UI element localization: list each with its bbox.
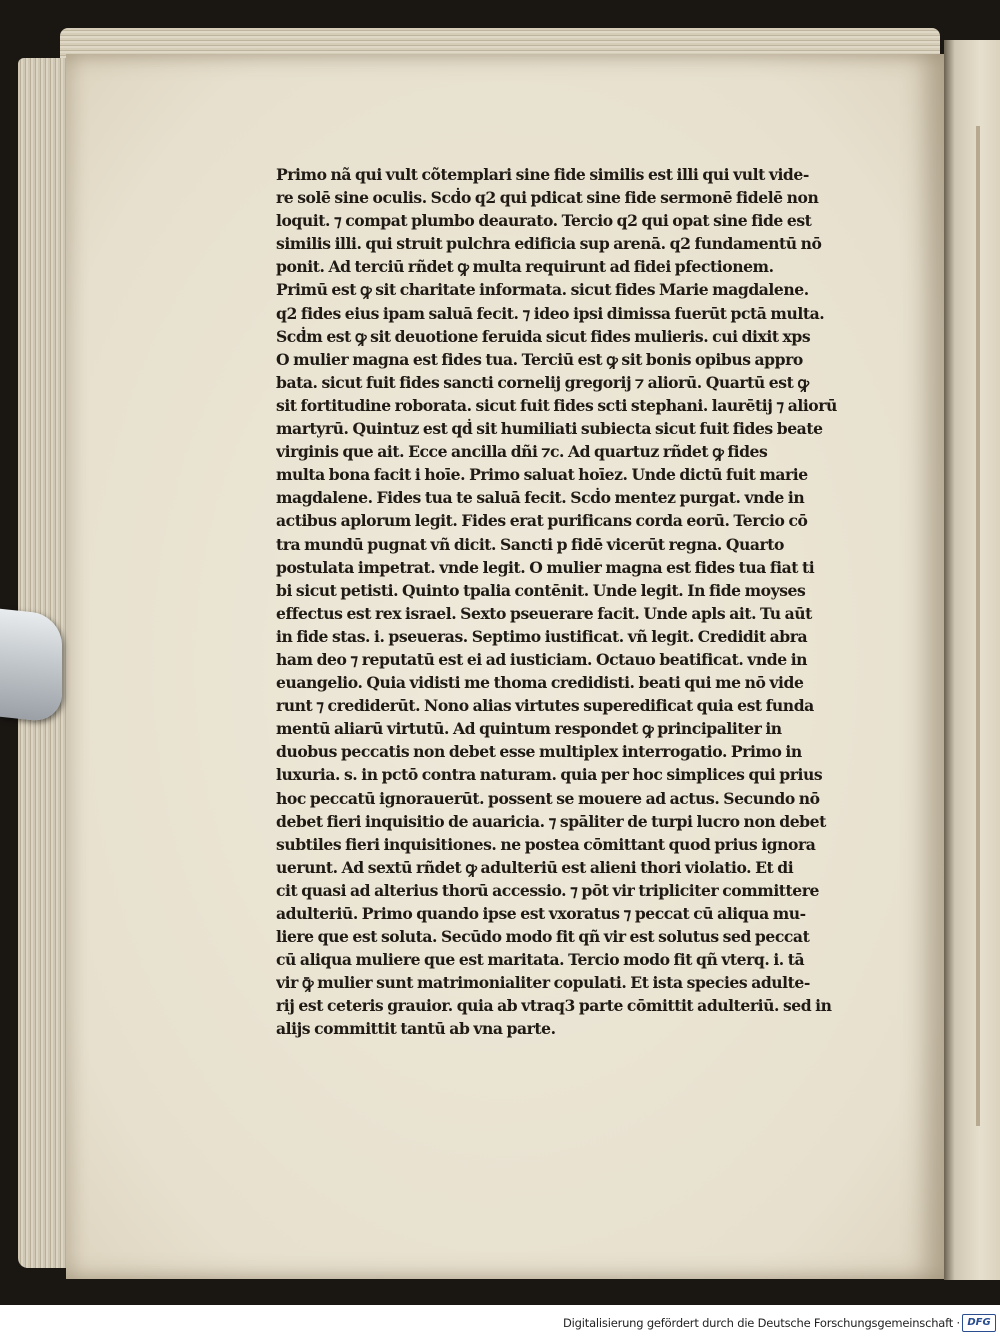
text-line: bata. sicut fuit fides sancti cornelij gregorij ⁊ aliorū. Quartū est ꝙ: [276, 372, 809, 392]
text-line: bi sicut petisti. Quinto tpalia contēnit. Unde legit. In fide moyses: [276, 580, 806, 600]
text-line: Scḋm est ꝙ sit deuotione feruida sicut fides mulieris. cui dixit xps: [276, 326, 811, 346]
text-line: cū aliqua muliere que est maritata. Tercio modo fit qñ vterq. i. tā: [276, 950, 805, 970]
text-line: luxuria. s. in pctō contra naturam. quia per hoc simplices qui prius: [276, 765, 823, 785]
text-line: effectus est rex israel. Sexto pseuerare facit. Unde apls ait. Tu aūt: [276, 603, 812, 623]
text-line: hoc peccatū ignorauerūt. possent se mouere ad actus. Secundo nō: [276, 788, 820, 808]
text-line: postulata impetrat. vnde legit. O mulier magna est fides tua fiat ti: [276, 557, 815, 577]
text-line: liere que est soluta. Secūdo modo fit qñ vir est solutus sed peccat: [276, 927, 810, 947]
text-line: adulteriū. Primo quando ipse est vxoratus ⁊ peccat cū aliqua mu-: [276, 904, 806, 923]
text-line: q2 fides eius ipam saluā fecit. ⁊ ideo ipsi dimissa fuerūt pctā multa.: [276, 303, 825, 323]
dfg-logo: DFG: [962, 1314, 996, 1332]
text-line: sit fortitudine roborata. sicut fuit fides scti stephani. laurētij ⁊ aliorū: [276, 395, 837, 415]
page-text-block: [276, 163, 888, 1041]
text-line: debet fieri inquisitio de auaricia. ⁊ spāliter de turpi lucro non debet: [276, 811, 826, 831]
text-line: rij est ceteris grauior. quia ab vtraq3 parte cōmittit adulteriū. sed in: [276, 996, 832, 1016]
facing-page: [944, 40, 1000, 1280]
text-line: re solē sine oculis. Scḋo q2 qui pdicat sine fide sermonē fidelē non: [276, 188, 819, 208]
text-line: euangelio. Quia vidisti me thoma credidisti. beati qui me nō vide: [276, 673, 804, 693]
text-line: runt ⁊ crediderūt. Nono alias virtutes superedificat quia est funda: [276, 696, 814, 716]
text-line: Primo nã qui vult cõtemplari sine fide similis est illi qui vult vide-: [276, 165, 809, 184]
text-line: O mulier magna est fides tua. Terciū est ꝙ sit bonis opibus appro: [276, 349, 803, 369]
text-line: uerunt. Ad sextū rñdet ꝙ adulteriū est alieni thori violatio. Et di: [276, 857, 794, 877]
text-line: cit quasi ad alterius thorū accessio. ⁊ pōt vir tripliciter committere: [276, 880, 820, 900]
text-line: subtiles fieri inquisitiones. ne postea cōmittant quod prius ignora: [276, 834, 816, 854]
text-line: similis illi. qui struit pulchra edificia sup arenā. q2 fundamentū nō: [276, 234, 822, 254]
footer-bar: [0, 1305, 1000, 1338]
text-line: tra mundū pugnat vñ dicit. Sancti p fidē vicerūt regna. Quarto: [276, 534, 784, 554]
page-clip: [0, 609, 62, 724]
text-line: Primū est ꝙ sit charitate informata. sicut fides Marie magdalene.: [276, 280, 809, 300]
text-line: multa bona facit i hoīe. Primo saluat hoīez. Unde dictū fuit marie: [276, 465, 808, 485]
binding-strap: [976, 126, 980, 1126]
text-line: martyrū. Quintuz est qḋ sit humiliati subiecta sicut fuit fides beate: [276, 419, 823, 439]
text-line: vir ꝙ̄ mulier sunt matrimonialiter copulati. Et ista species adulte-: [276, 973, 810, 993]
text-line: loquit. ⁊ compat plumbo deaurato. Tercio q2 qui opat sine fide est: [276, 211, 812, 231]
text-line: mentū aliarū virtutū. Ad quintum respondet ꝙ principaliter in: [276, 719, 782, 739]
text-line: actibus aplorum legit. Fides erat purificans corda eorū. Tercio cō: [276, 511, 808, 531]
text-line: virginis que ait. Ecce ancilla dñi ⁊c. Ad quartuz rñdet ꝙ fides: [276, 442, 768, 462]
text-line: ponit. Ad terciū rñdet ꝙ multa requirunt ad fidei pfectionem.: [276, 257, 774, 277]
text-line: magdalene. Fides tua te saluā fecit. Scḋo mentez purgat. vnde in: [276, 488, 805, 508]
text-line: alijs committit tantū ab vna parte.: [276, 1019, 556, 1039]
text-line: duobus peccatis non debet esse multiplex interrogatio. Primo in: [276, 742, 802, 762]
footer-credit: Digitalisierung gefördert durch die Deutsche Forschungsgemeinschaft ·: [563, 1316, 960, 1330]
text-line: in fide stas. i. pseueras. Septimo iustificat. vñ legit. Credidit abra: [276, 626, 808, 646]
text-line: ham deo ⁊ reputatū est ei ad iusticiam. Octauo beatificat. vnde in: [276, 649, 808, 669]
